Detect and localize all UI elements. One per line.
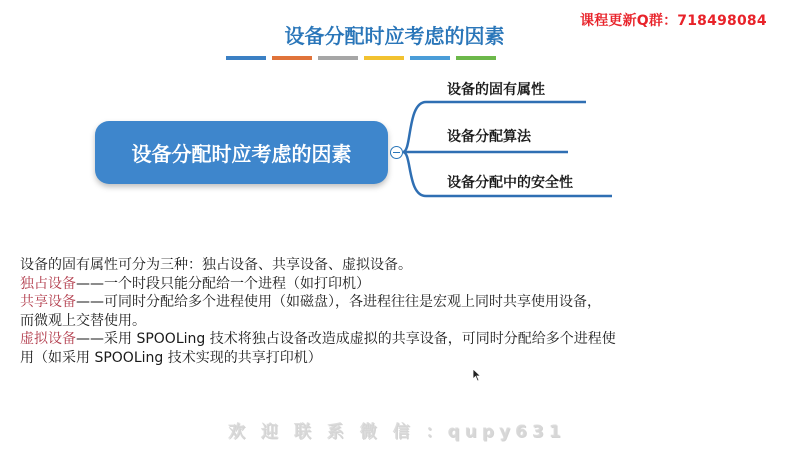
virtual-device-desc-cont: 用（如采用 SPOOLing 技术实现的共享打印机） bbox=[20, 349, 322, 366]
minus-icon bbox=[393, 152, 400, 154]
branch-topic-inherent-properties[interactable]: 设备的固有属性 bbox=[447, 82, 545, 98]
central-topic-node[interactable] bbox=[95, 121, 388, 184]
branch-connector bbox=[403, 102, 426, 152]
shared-device-desc: ——可同时分配给多个进程使用（如磁盘），各进程往往是宏观上同时共享使用设备， bbox=[76, 294, 601, 310]
virtual-device-term: 虚拟设备 bbox=[20, 331, 76, 347]
branch-topic-allocation-algorithm[interactable]: 设备分配算法 bbox=[447, 129, 531, 145]
shared-device-desc-cont: 而微观上交替使用。 bbox=[20, 312, 146, 329]
exclusive-device-term: 独占设备 bbox=[20, 275, 76, 292]
shared-device-item bbox=[20, 293, 760, 312]
mouse-cursor-icon bbox=[472, 368, 482, 382]
collapse-toggle-icon[interactable] bbox=[390, 146, 403, 159]
shared-device-term: 共享设备 bbox=[20, 294, 76, 310]
central-topic-label: 设备分配时应考虑的因素 bbox=[131, 142, 352, 166]
body-intro: 设备的固有属性可分为三种：独占设备、共享设备、虚拟设备。 bbox=[20, 257, 412, 273]
exclusive-device-desc: ——一个时段只能分配给一个进程（如打印机） bbox=[76, 275, 370, 292]
virtual-device-item bbox=[20, 330, 760, 349]
virtual-device-desc: ——采用 SPOOLing 技术将独占设备改造成虚拟的共享设备，可同时分配给多个进程使 bbox=[76, 331, 616, 347]
page-title: 设备分配时应考虑的因素 bbox=[284, 24, 505, 48]
exclusive-device-item bbox=[20, 275, 760, 294]
watermark: 欢 迎 联 系 微 信 ：qupy631 bbox=[228, 422, 566, 442]
branch-connector bbox=[403, 152, 426, 196]
branch-topic-allocation-safety[interactable]: 设备分配中的安全性 bbox=[447, 175, 573, 191]
body-text bbox=[20, 256, 760, 367]
header-note: 课程更新Q群：718498084 bbox=[580, 13, 767, 29]
